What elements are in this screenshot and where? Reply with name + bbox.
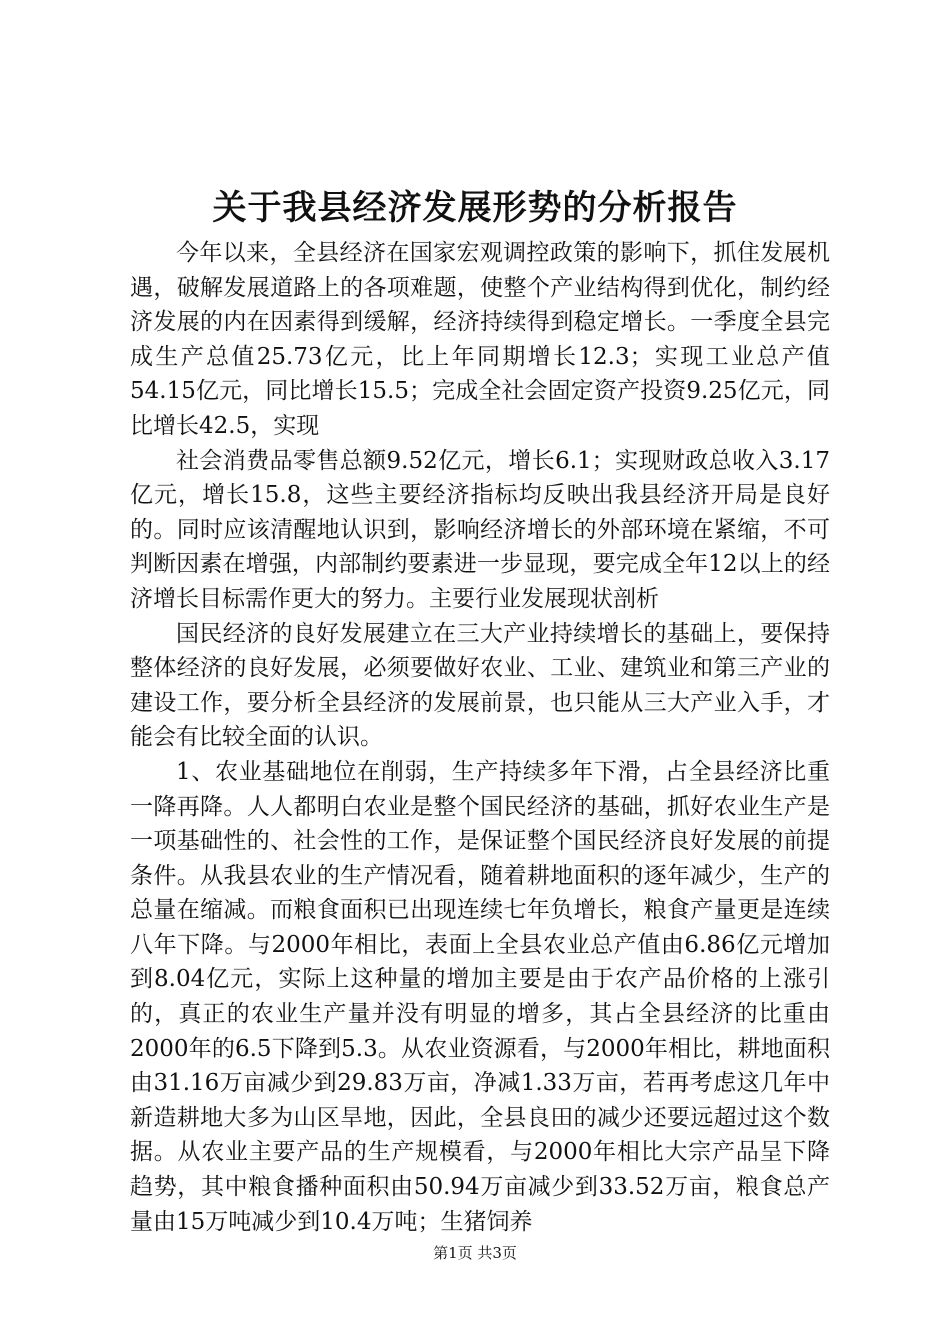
paragraph: 今年以来，全县经济在国家宏观调控政策的影响下，抓住发展机遇，破解发展道路上的各项难题，使整个产业结构得到优化，制约经济发展的内在因素得到缓解，经济持续得到稳定增长。一季度全县完成生产总值25.73亿元，比上年同期增长12.3；实现工业总产值54.15亿元，同比增长15.5；完成全社会固定资产投资9.25亿元，同比增长42.5，实现 [130, 240, 830, 439]
paragraph: 社会消费品零售总额9.52亿元，增长6.1；实现财政总收入3.17亿元，增长15.8，这些主要经济指标均反映出我县经济开局是良好的。同时应该清醒地认识到，影响经济增长的外部环境在紧缩，不可判断因素在增强，内部制约要素进一步显现，要完成全年12以上的经济增长目标需作更大的努力。主要行业发展现状剖析 [130, 447, 830, 612]
paragraph: 国民经济的良好发展建立在三大产业持续增长的基础上，要保持整体经济的良好发展，必须要做好农业、工业、建筑业和第三产业的建设工作，要分析全县经济的发展前景，也只能从三大产业入手，才能会有比较全面的认识。 [130, 620, 830, 751]
document-title: 关于我县经济发展形势的分析报告 [212, 188, 738, 228]
paragraph: 1、农业基础地位在削弱，生产持续多年下滑，占全县经济比重一降再降。人人都明白农业是整个国民经济的基础，抓好农业生产是一项基础性的、社会性的工作，是保证整个国民经济良好发展的前提条件。从我县农业的生产情况看，随着耕地面积的逐年减少，生产的总量在缩减。而粮食面积已出现连续七年负增长，粮食产量更是连续八年下降。与2000年相比，表面上全县农业总产值由6.86亿元增加到8.04亿元，实际上这种量的增加主要是由于农产品价格的上涨引的，真正的农业生产量并没有明显的增多，其占全县经济的比重由2000年的6.5下降到5.3。从农业资源看，与2000年相比，耕地面积由31.16万亩减少到29.83万亩，净减1.33万亩，若再考虑这几年中新造耕地大多为山区旱地，因此，全县良田的减少还要远超过这个数据。从农业主要产品的生产规模看，与2000年相比大宗产品呈下降趋势，其中粮食播种面积由50.94万亩减少到33.52万亩，粮食总产量由15万吨减少到10.4万吨；生猪饲养 [130, 758, 830, 1235]
page-footer: 第1页 共3页 [433, 1244, 517, 1262]
document-body [130, 236, 830, 1239]
